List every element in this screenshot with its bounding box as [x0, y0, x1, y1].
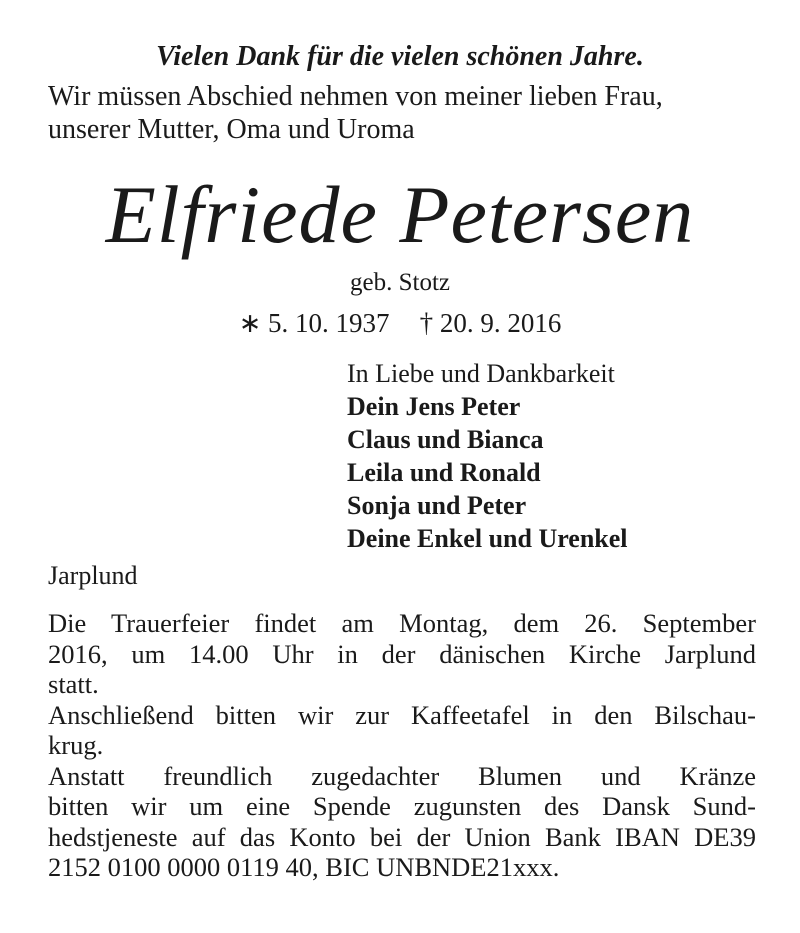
details-line: 2152 0100 0000 0119 40, BIC UNBNDE21xxx.	[48, 852, 560, 882]
funeral-details	[48, 608, 756, 883]
details-line: Anstatt freundlich zugedachter Blumen und Kränze	[48, 760, 756, 791]
details-line: krug.	[48, 730, 104, 760]
mourner-name: Sonja und Peter	[347, 491, 527, 520]
intro-text	[48, 80, 758, 146]
details-line: bitten wir um eine Spende zugunsten des Dansk Sund-	[48, 791, 756, 821]
life-dates	[0, 306, 800, 340]
mourner-name: Leila und Ronald	[347, 458, 541, 487]
maiden-name: geb. Stotz	[350, 269, 450, 296]
details-line: 2016, um 14.00 Uhr in der dänischen Kirche Jarplund	[48, 638, 756, 669]
death-date: † 20. 9. 2016	[419, 308, 562, 338]
mourners-block	[347, 357, 767, 555]
details-line: Die Trauerfeier findet am Montag, dem 26. September	[48, 608, 756, 638]
deceased-name: Elfriede Petersen	[105, 169, 695, 260]
details-line: hedstjeneste auf das Konto bei der Union Bank IBAN DE39	[48, 821, 756, 852]
intro-line: Wir müssen Abschied nehmen von meiner lieben Frau,	[48, 81, 663, 112]
intro-line: unserer Mutter, Oma und Uroma	[48, 114, 415, 145]
mourners-lead: In Liebe und Dankbarkeit	[347, 359, 615, 388]
place-name: Jarplund	[48, 561, 138, 590]
birth-date: ∗ 5. 10. 1937	[238, 308, 390, 338]
mourners-list	[347, 390, 767, 555]
details-line: statt.	[48, 669, 99, 699]
mourner-name: Deine Enkel und Urenkel	[347, 524, 628, 553]
mourner-name: Dein Jens Peter	[347, 392, 521, 421]
motto-heading: Vielen Dank für die vielen schönen Jahre.	[156, 41, 644, 72]
details-line: Anschließend bitten wir zur Kaffeetafel in den Bilschau-	[48, 699, 756, 730]
mourner-name: Claus und Bianca	[347, 425, 544, 454]
